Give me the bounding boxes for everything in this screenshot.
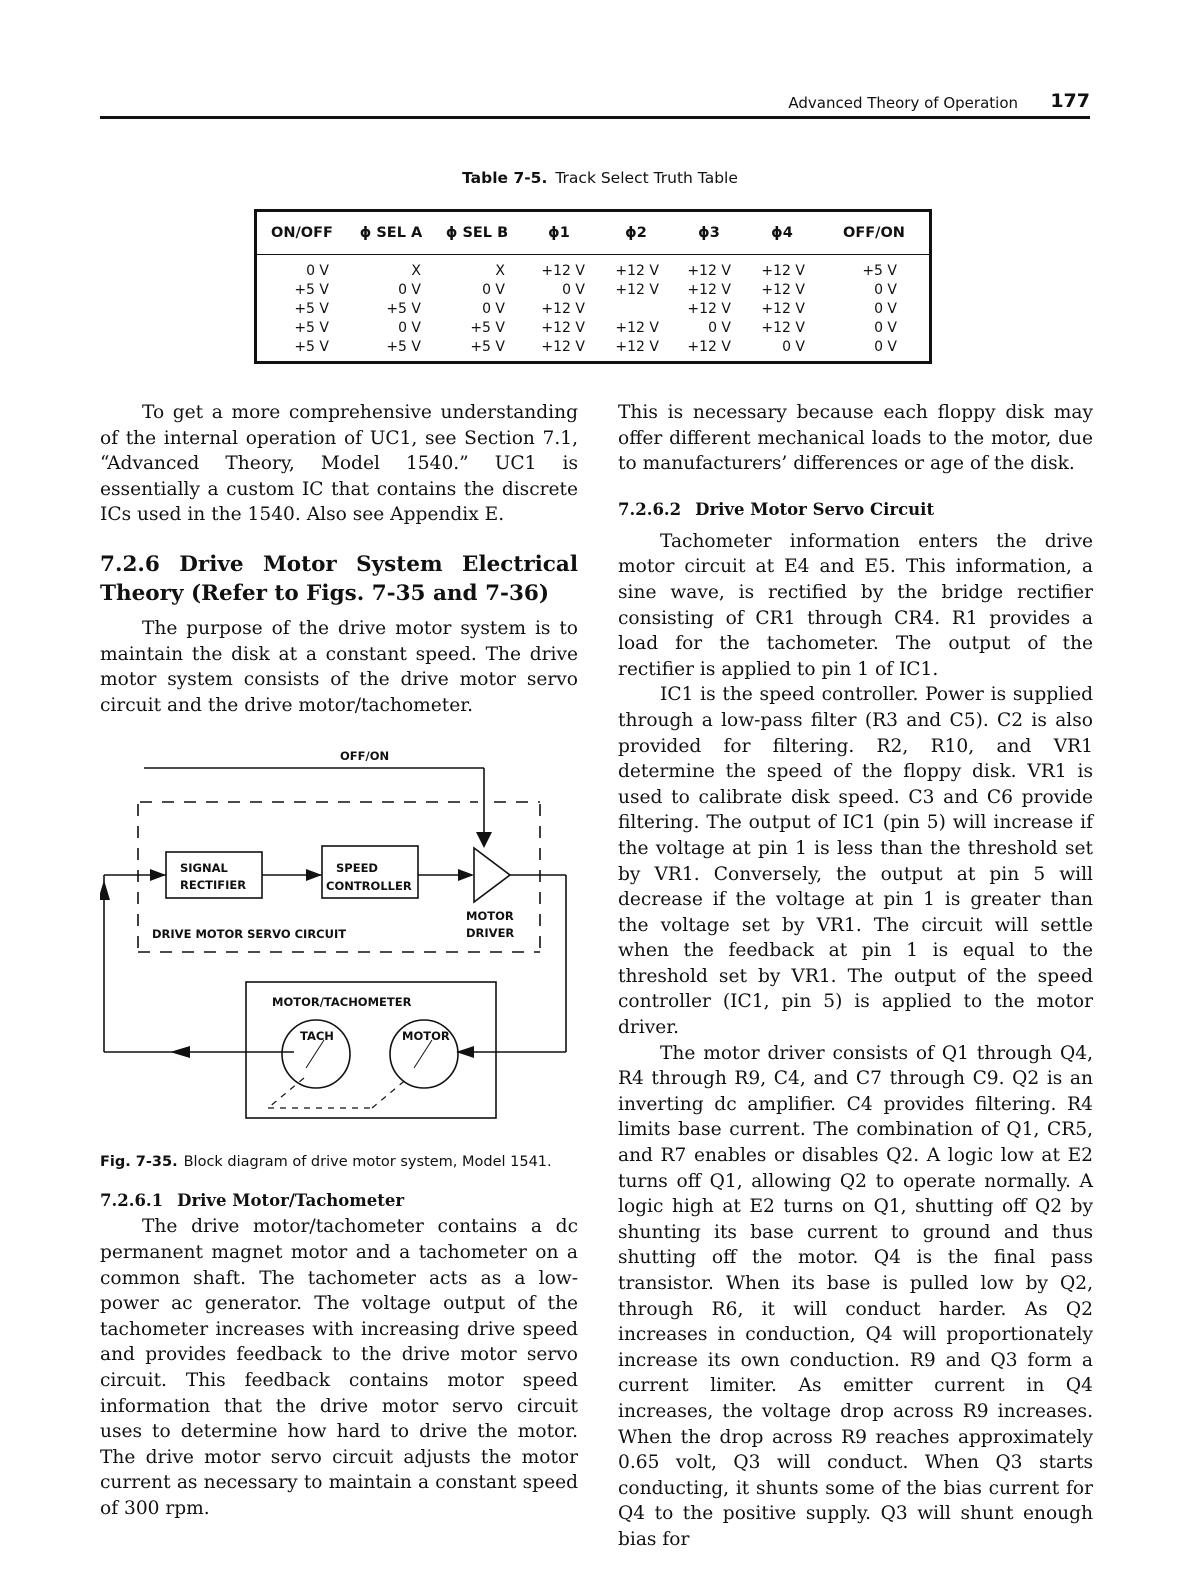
table-header: ϕ SEL B [435,212,519,255]
figure-caption-text: Block diagram of drive motor system, Model 1541. [183,1154,552,1171]
table-header: OFF/ON [819,212,929,255]
table-cell: 0 V [562,282,585,298]
table-cell: 0 V [874,301,897,317]
table-cell: +12 V [687,263,731,279]
table-header-row [257,212,929,255]
table-cell: +12 V [761,282,805,298]
table-cell: +5 V [294,320,329,336]
table-cell: +12 V [615,339,659,355]
truth-table [254,209,932,364]
off-on-arrow [476,832,492,848]
block-diagram [100,740,578,1134]
table-cell: +12 V [761,301,805,317]
table-cell: +12 V [615,320,659,336]
table-cell: +5 V [470,320,505,336]
table-header: ϕ2 [599,212,673,255]
motor-circle-label: MOTOR [402,1029,450,1044]
table-cell: +12 V [615,282,659,298]
table-cell: 0 V [708,320,731,336]
table-cell: +5 V [386,339,421,355]
controller-label: CONTROLLER [326,879,412,894]
table-header: ϕ3 [673,212,745,255]
left-column [100,400,578,1521]
table-row [257,338,929,357]
off-on-label: OFF/ON [340,749,390,764]
tach-label: TACH [300,1029,334,1044]
table-cell: +12 V [761,263,805,279]
table-cell: +12 V [541,263,585,279]
table-header: ϕ1 [519,212,599,255]
table-row [257,255,929,282]
feedback-arrow [100,880,110,900]
table-cell: 0 V [874,320,897,336]
table-cell: +5 V [294,339,329,355]
table-cell: 0 V [306,263,329,279]
table-cell: 0 V [482,282,505,298]
table-cell: +12 V [541,320,585,336]
figure-drive-motor-block-diagram [100,740,578,1134]
motor-label: MOTOR [466,909,514,924]
table-cell: +5 V [862,263,897,279]
table-cell: 0 V [482,301,505,317]
servo-circuit-label: DRIVE MOTOR SERVO CIRCUIT [152,927,347,942]
table-header: ϕ4 [745,212,819,255]
running-title: Advanced Theory of Operation [788,94,1018,112]
paragraph: Tachometer information enters the drive motor circuit at E4 and E5. This information, a sine wave, is rectified by the bridge rectifier consisting of CR1 through CR4. R1 provides a load for the tachometer. The output of the rectifier is applied to pin 1 of IC1. [618,530,1093,680]
table-title: Track Select Truth Table [555,169,738,187]
table-cell: X [495,263,505,279]
table-cell: +12 V [541,339,585,355]
rectifier-label: RECTIFIER [180,878,247,893]
subsection-title: Drive Motor/Tachometer [177,1191,405,1211]
table-cell: +5 V [294,301,329,317]
table-cell: 0 V [874,282,897,298]
rectifier-in-arrow [150,869,166,881]
table-cell: +12 V [687,282,731,298]
table-row [257,281,929,300]
table-caption [0,169,1200,187]
table-cell: +12 V [615,263,659,279]
table-cell: +12 V [687,301,731,317]
table-cell: +5 V [470,339,505,355]
table-cell: 0 V [398,320,421,336]
paragraph: The purpose of the drive motor system is to maintain the disk at a constant speed. The drive motor system consists of the drive motor servo circuit and the drive motor/tachometer. [100,617,578,716]
paragraph: The drive motor/tachometer contains a dc permanent magnet motor and a tachometer on a common shaft. The tachometer acts as a low-power ac generator. The voltage output of the tachometer increases with increasing drive speed and provides feedback to the drive motor servo circuit. This feedback contains motor speed information that the drive motor servo circuit uses to determine how hard to drive the motor. The drive motor servo circuit adjusts the motor current as necessary to maintain a constant speed of 300 rpm. [100,1216,578,1519]
page-header [100,90,1090,119]
table-cell: 0 V [874,339,897,355]
table-row [257,319,929,338]
speed-label: SPEED [336,861,378,876]
table-cell: +12 V [687,339,731,355]
paragraph: This is necessary because each floppy disk may offer different mechanical loads to the motor, due to manufacturers’ differences or age of the disk. [618,402,1093,475]
table-cell: 0 V [782,339,805,355]
table-label: Table 7-5. [462,169,548,187]
figure-caption [100,1152,578,1172]
table-cell: 0 V [398,282,421,298]
subsection-heading [100,1190,578,1212]
table-cell: +12 V [541,301,585,317]
motor-tachometer-label: MOTOR/TACHOMETER [272,995,412,1010]
signal-label: SIGNAL [180,861,228,876]
figure-label: Fig. 7-35. [100,1154,178,1171]
subsection-number: 7.2.6.1 [100,1191,164,1211]
table-cell: X [411,263,421,279]
page-number: 177 [1050,90,1090,112]
table-header: ON/OFF [257,212,347,255]
table-row [257,300,929,319]
table-cell: +5 V [386,301,421,317]
paragraph: The motor driver consists of Q1 through Q4, R4 through R9, C4, and C7 through C9. Q2 is an inverting dc amplifier. C4 provides filtering. R4 limits base current. The combination of Q1, CR5, and R7 enables or disables Q2. A logic low at E2 turns off Q1, allowing Q2 to operate normally. A logic high at E2 turns on Q1, shutting off Q2 by shunting its base current to ground and thus shutting off the motor. Q4 is the final pass transistor. When its base is pulled low by Q2, through R6, it will conduct harder. As Q2 increases in conduction, Q4 will proportionately increase its own conduction. R9 and Q3 form a current limiter. As emitter current in Q4 increases, the voltage drop across R9 increases. When the drop across R9 reaches approximately 0.65 volt, Q3 will conduct. When Q3 starts conducting, it shunts some of the bias current for Q4 to the positive supply. Q3 will shunt enough bias for [618,1042,1093,1550]
table-cell [599,300,673,319]
subsection-title: Drive Motor Servo Circuit [695,499,935,519]
subsection-number: 7.2.6.2 [618,499,682,519]
section-heading: 7.2.6 Drive Motor System Electrical Theory (Refer to Figs. 7-35 and 7-36) [100,551,578,606]
paragraph: To get a more comprehensive understanding of the internal operation of UC1, see Section 7.1, “Advanced Theory, Model 1540.” UC1 is essentially a custom IC that contains the discrete ICs used in the 1540. Also see Appendix E. [100,402,578,526]
paragraph: IC1 is the speed controller. Power is supplied through a low-pass filter (R3 and C5). C2 is also provided for filtering. R2, R10, and VR1 determine the speed of the floppy disk. VR1 is used to calibrate disk speed. C3 and C6 provide filtering. The output of IC1 (pin 5) will increase if the voltage at pin 1 is less than the threshold set by VR1. Conversely, the output at pin 5 will decrease if the voltage at pin 1 is greater than the voltage set by VR1. The circuit will settle when the feedback at pin 1 is equal to the threshold set by VR1. The output of the speed controller (IC1, pin 5) is applied to the motor driver. [618,684,1093,1039]
right-column [618,400,1093,1553]
motor-driver-triangle [474,848,510,902]
driver-label: DRIVER [466,926,515,941]
table-cell: +12 V [761,320,805,336]
subsection-heading [618,499,1093,521]
table-header: ϕ SEL A [347,212,435,255]
table-cell: +5 V [294,282,329,298]
